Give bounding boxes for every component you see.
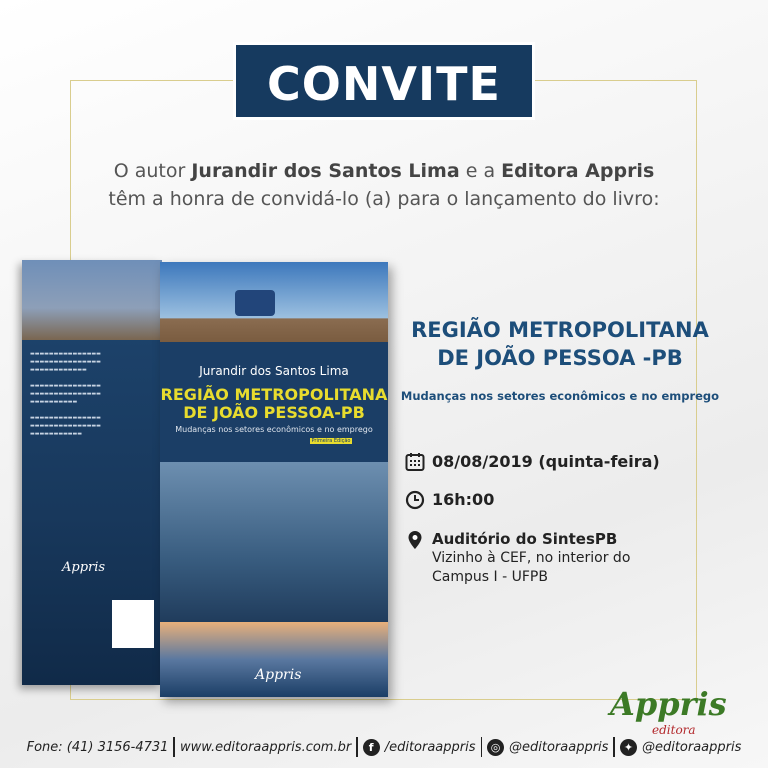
footer [0, 737, 768, 757]
location-text [432, 530, 630, 587]
cover-subtitle: Mudanças nos setores econômicos e no emprego [175, 425, 373, 434]
event-subtitle: Mudanças nos setores econômicos e no emprego [400, 389, 720, 403]
event-time [405, 490, 494, 510]
intro-line-1 [0, 160, 768, 182]
edition-badge: Primeira Edição [311, 438, 351, 444]
address-line-1: Vizinho à CEF, no interior do [432, 550, 631, 566]
tractor-image [235, 290, 275, 316]
cover-title-1: REGIÃO METROPOLITANA [160, 385, 388, 404]
event-date [405, 452, 660, 472]
event-location [405, 530, 630, 587]
instagram-icon: ◎ [487, 739, 504, 756]
cover-field-image [160, 262, 388, 342]
logo-subtext: editora [652, 723, 696, 737]
event-title-line-1: REGIÃO METROPOLITANA [411, 318, 709, 342]
author-name: Jurandir dos Santos Lima [191, 160, 460, 182]
divider [356, 737, 358, 757]
map-pin-icon [405, 530, 425, 550]
time-text: 16h:00 [432, 490, 495, 509]
logo-text: Appris [610, 685, 727, 723]
appris-logo [610, 685, 727, 737]
cover-author: Jurandir dos Santos Lima [199, 364, 349, 378]
page-title: CONVITE [233, 42, 535, 120]
book-front-cover [160, 262, 388, 697]
phone: Fone: (41) 3156-4731 [26, 739, 169, 755]
cover-factory-image [160, 462, 388, 622]
twitter-icon: ✦ [620, 739, 637, 756]
cover-plane-image [160, 622, 388, 697]
cover-title-2: DE JOÃO PESSOA-PB [183, 403, 365, 422]
back-cover-text: ▬▬▬▬▬▬▬▬▬▬▬▬▬▬▬ ▬▬▬▬▬▬▬▬▬▬▬▬▬▬▬ ▬▬▬▬▬▬▬▬▬▬▬▬ ▬▬▬▬▬▬▬▬▬▬▬▬▬▬▬ ▬▬▬▬▬▬▬▬▬▬▬▬▬▬▬ ▬▬▬▬▬▬▬▬▬▬ ▬▬▬▬▬▬▬▬▬▬▬▬▬▬▬ ▬▬▬▬▬▬▬▬▬▬▬▬▬▬▬ ▬▬▬▬▬▬▬▬▬▬▬ [30, 351, 101, 437]
date-text: 08/08/2019 (quinta-feira) [432, 452, 660, 471]
divider [613, 737, 615, 757]
event-title [380, 316, 740, 372]
event-title-line-2: DE JOÃO PESSOA -PB [437, 346, 683, 370]
book-back-cover [22, 260, 162, 685]
back-cover-image [22, 260, 162, 340]
intro-text: e a [459, 160, 502, 182]
instagram-link[interactable]: @editoraappris [509, 739, 609, 755]
cover-logo: Appris [255, 667, 302, 683]
venue-name: Auditório do SintesPB [432, 530, 618, 548]
intro-text: O autor [113, 160, 192, 182]
divider [173, 737, 175, 757]
back-cover-logo: Appris [62, 560, 106, 575]
calendar-icon [405, 452, 425, 472]
intro-line-2: têm a honra de convidá-lo (a) para o lançamento do livro: [108, 188, 660, 210]
website-link[interactable]: www.editoraappris.com.br [179, 739, 352, 755]
clock-icon [405, 490, 425, 510]
divider [481, 737, 483, 757]
publisher-name: Editora Appris [501, 160, 655, 182]
facebook-link[interactable]: /editoraappris [384, 739, 476, 755]
barcode [112, 600, 154, 648]
facebook-icon: f [363, 739, 380, 756]
twitter-link[interactable]: @editoraappris [641, 739, 742, 755]
address-line-2: Campus I - UFPB [432, 569, 548, 585]
